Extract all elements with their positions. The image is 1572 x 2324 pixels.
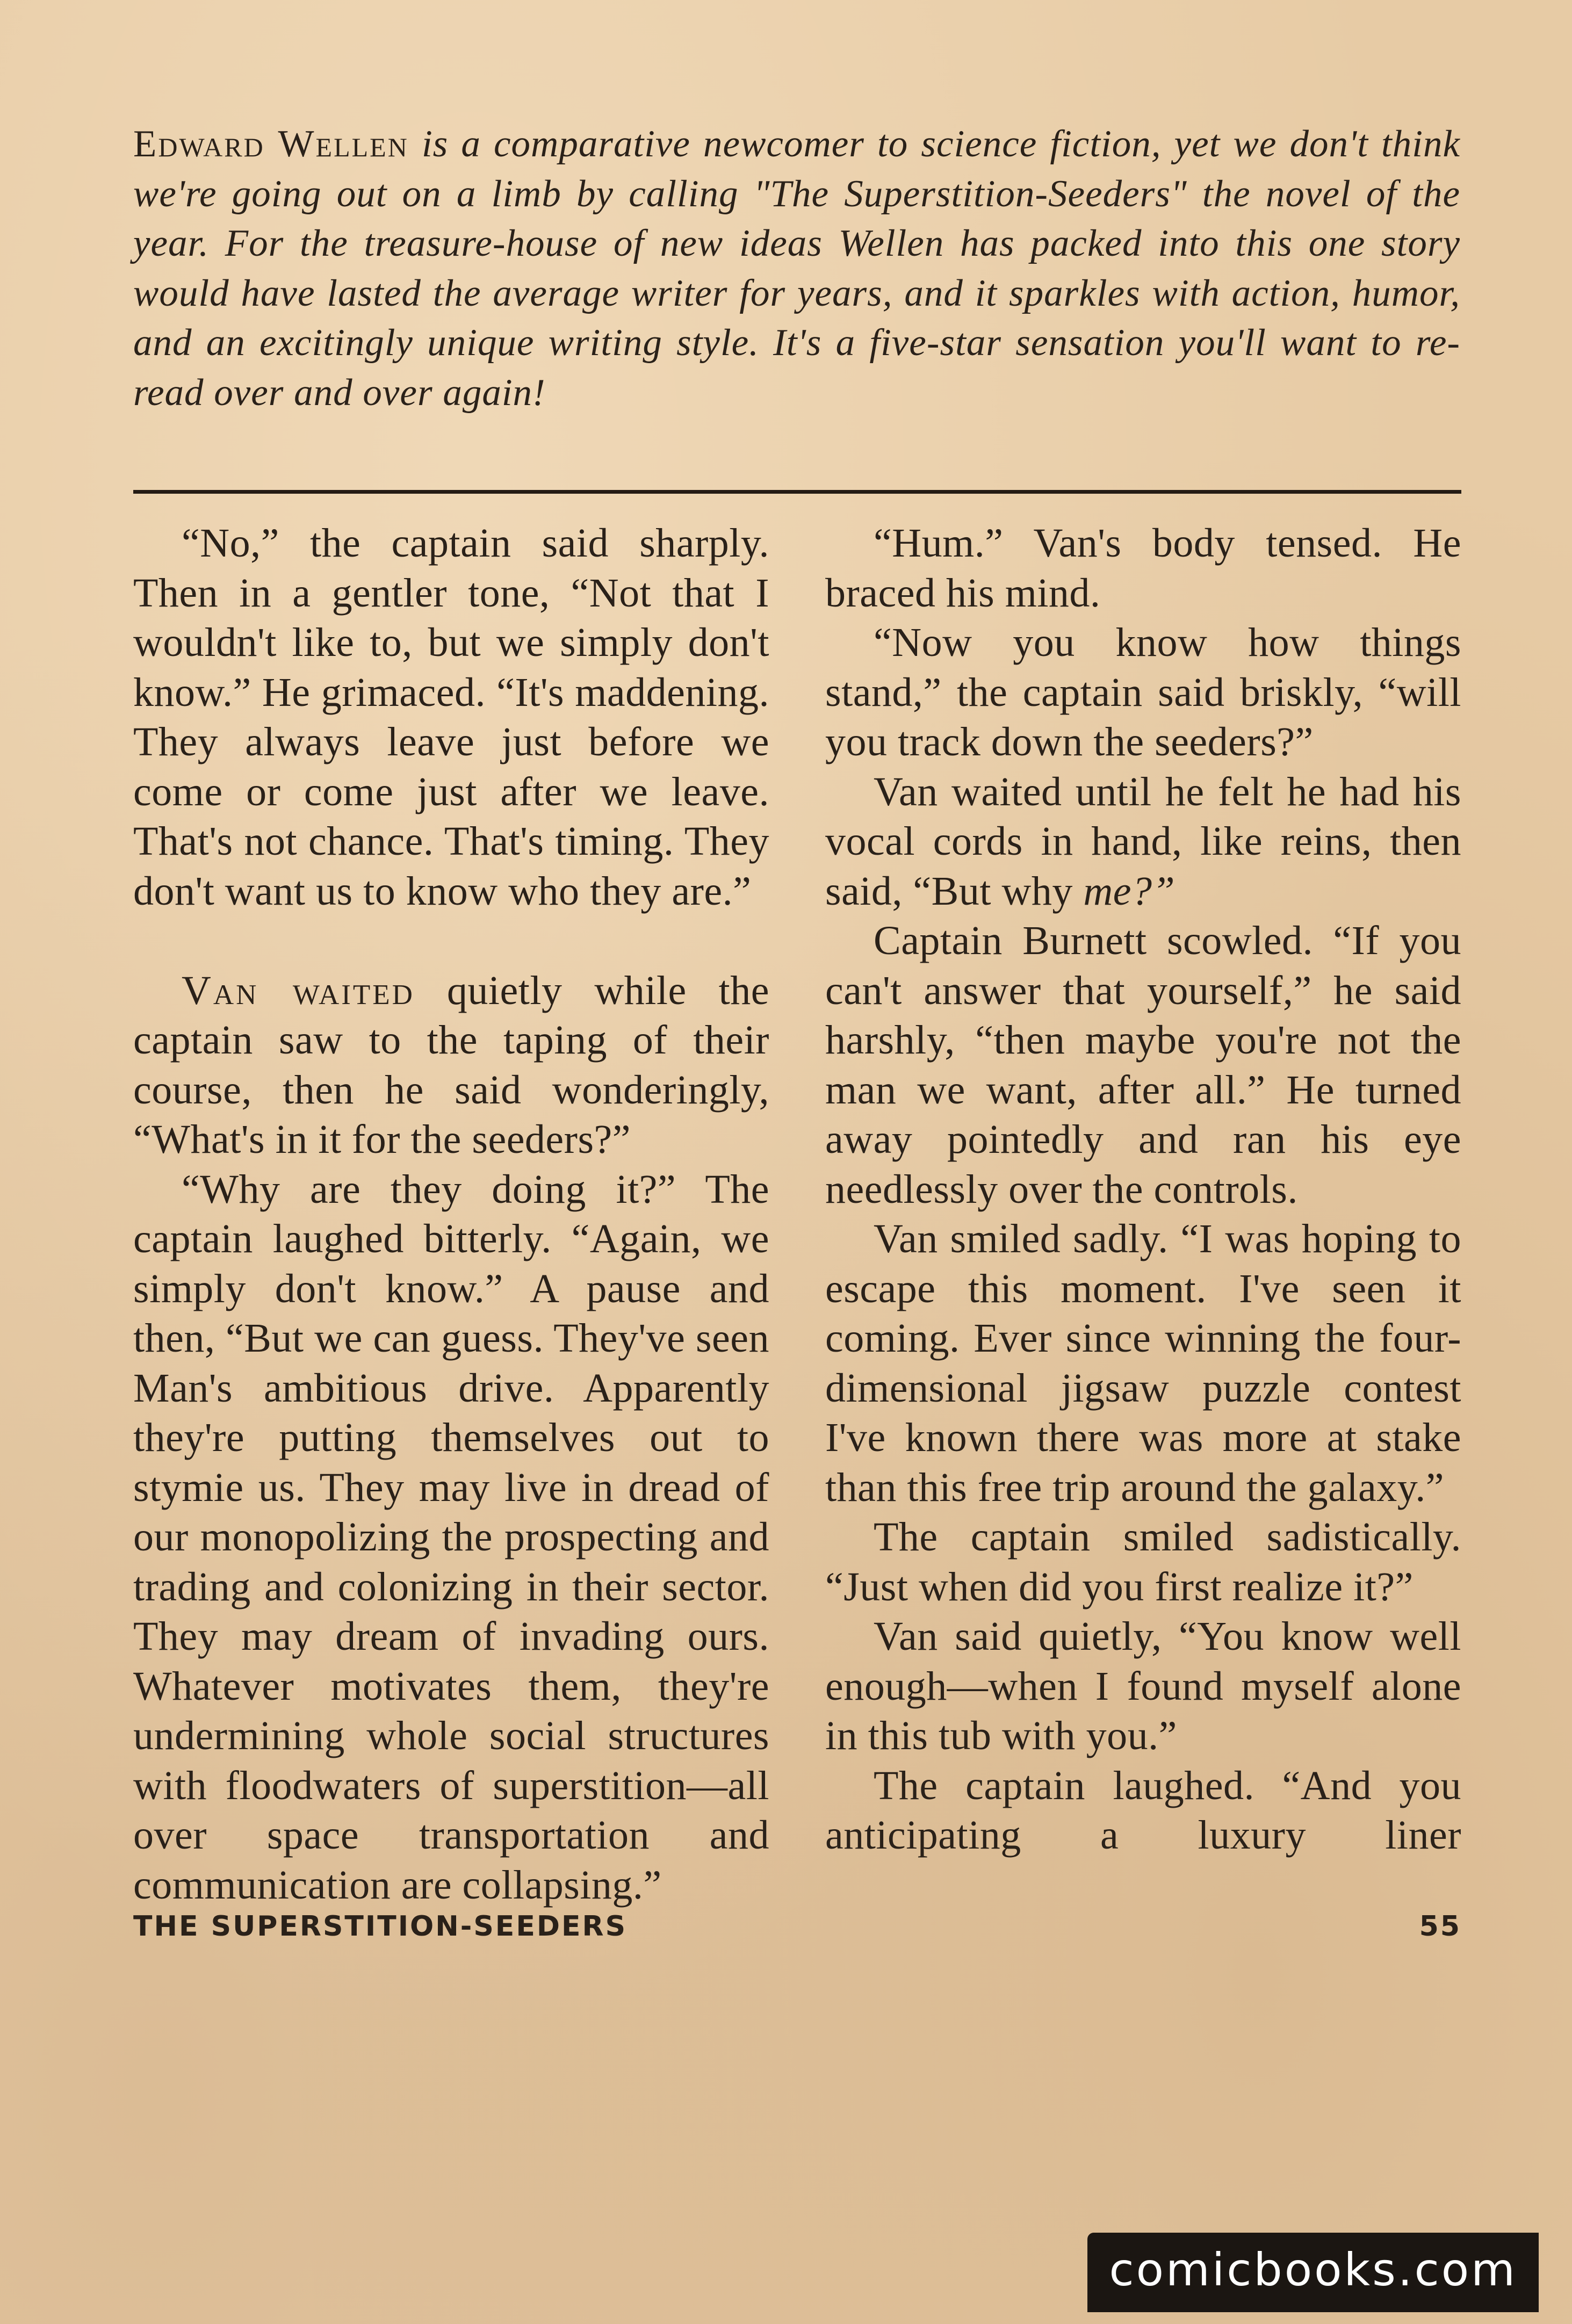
section-divider: [133, 490, 1461, 494]
right-column: [825, 518, 1461, 1860]
paragraph: “Now you know how things stand,” the captain said briskly, “will you track down the seeders?”: [825, 620, 1461, 764]
paragraph: The captain smiled sadistically. “Just when did you first realize it?”: [825, 1514, 1461, 1610]
paragraph: Captain Burnett scowled. “If you can't answer that yourself,” he said harshly, “then maybe you're not the man we want, after all.” He turned away pointedly and ran his eye needlessly over the controls.: [825, 918, 1461, 1212]
introduction-text: is a comparative newcomer to science fiction, yet we don't think we're going out on a limb by calling "The Superstition-Seeders" the novel of the year. For the treasure-house of new ideas Wellen has packed into this one story would have lasted the average writer for years, and it sparkles with action, humor, and an excitingly unique writing style. It's a five-star sensation you'll want to re-read over and over again!: [133, 123, 1460, 414]
paragraph: “No,” the captain said sharply. Then in a gentler tone, “Not that I wouldn't like to, but we simply don't know.” He grimaced. “It's maddening. They always leave just before we come or come just after we leave. That's not chance. That's timing. They don't want us to know who they are.”: [133, 521, 769, 914]
paragraph: Van smiled sadly. “I was hoping to escape this moment. I've seen it coming. Ever since winning the four-dimensional jigsaw puzzle contest I've known there was more at stake than this free trip around the galaxy.”: [825, 1216, 1461, 1510]
watermark: comicbooks.com: [1087, 2233, 1539, 2312]
page-number: 55: [1419, 1910, 1461, 1943]
author-name: Edward Wellen: [133, 123, 409, 165]
paragraph: [825, 767, 1461, 916]
paragraph-section-start: [133, 966, 769, 1165]
paragraph-text: quietly while the captain saw to the taping of their course, then he said wonderingly, “What's in it for the seeders?”: [133, 968, 769, 1162]
editor-introduction: [133, 119, 1460, 417]
emphasized-text: me?”: [1083, 868, 1176, 914]
left-column: [133, 518, 769, 1910]
running-footer-title: THE SUPERSTITION-SEEDERS: [133, 1910, 628, 1943]
section-lead-in: Van waited: [182, 968, 415, 1013]
paragraph: “Hum.” Van's body tensed. He braced his mind.: [825, 521, 1461, 616]
paragraph: Van said quietly, “You know well enough—when I found myself alone in this tub with you.”: [825, 1614, 1461, 1758]
paragraph: “Why are they doing it?” The captain laughed bitterly. “Again, we simply don't know.” A pause and then, “But we can guess. They've seen Man's ambitious drive. Apparently they're putting themselves out to stymie us. They may live in dread of our monopolizing the prospecting and trading and colonizing in their sector. They may dream of invading ours. Whatever motivates them, they're undermining whole social structures with floodwaters of superstition—all over space transportation and communication are collapsing.”: [133, 1166, 769, 1908]
paragraph: The captain laughed. “And you anticipating a luxury liner: [825, 1763, 1461, 1858]
paragraph-text: Van waited until he felt he had his vocal cords in hand, like reins, then said, “But why: [825, 769, 1461, 914]
